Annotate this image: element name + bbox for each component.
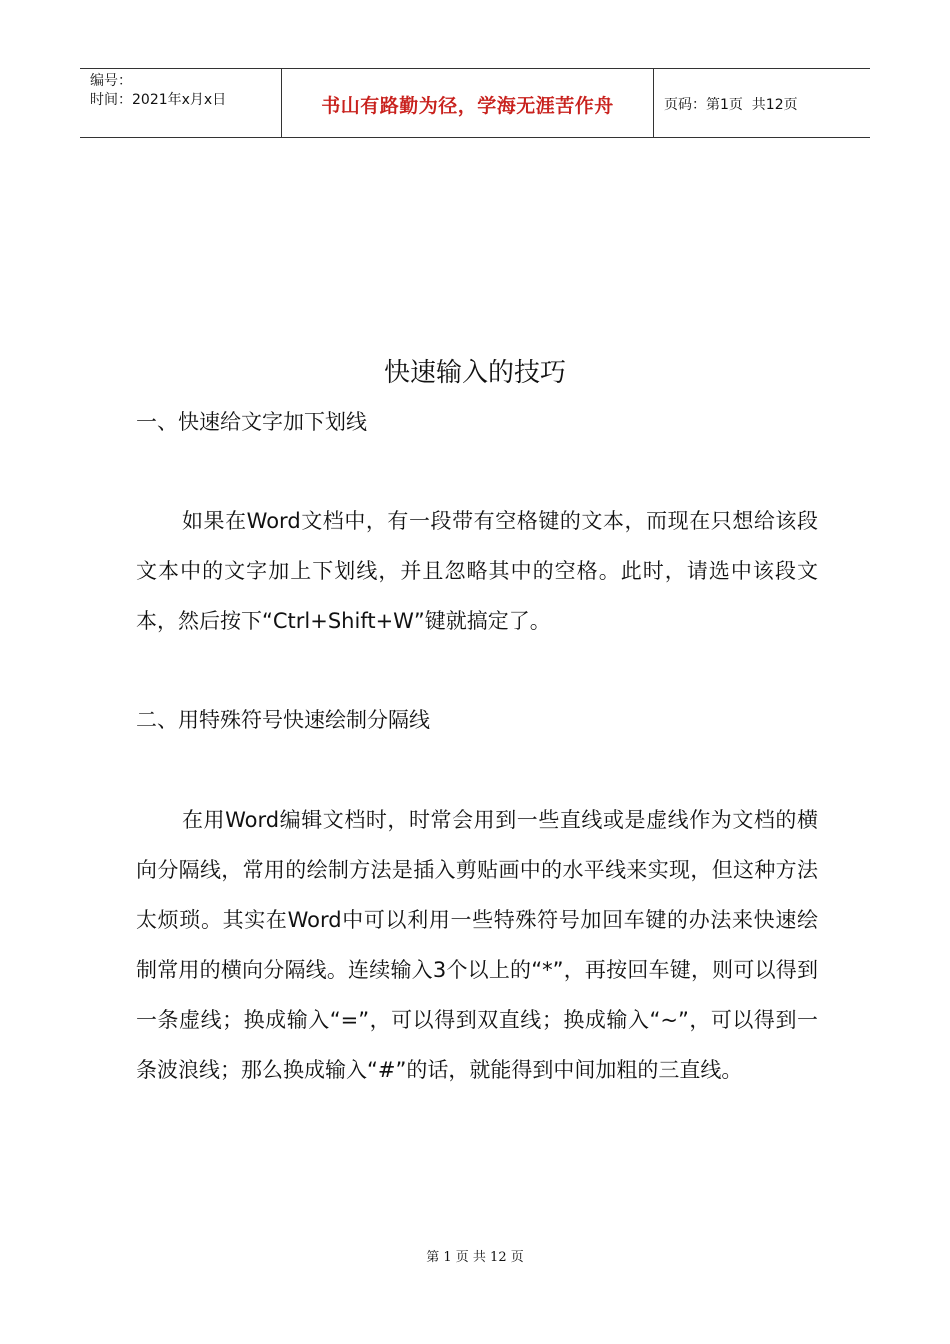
header-motto: 书山有路勤为径，学海无涯苦作舟 xyxy=(321,94,614,117)
header-page-cell xyxy=(654,69,870,137)
section-paragraph-1: 如果在Word文档中，有一段带有空格键的文本，而现在只想给该段文本中的文字加上下划线，并且忽略其中的空格。此时，请选中该段文本，然后按下“Ctrl+Shift+W”键就搞定了。 xyxy=(136,509,818,633)
header-page-info: 页码：第1页 共12页 xyxy=(664,97,798,113)
section-paragraph-2: 在用Word编辑文档时，时常会用到一些直线或是虚线作为文档的横向分隔线，常用的绘制方法是插入剪贴画中的水平线来实现，但这种方法太烦琐。其实在Word中可以利用一些特殊符号加回车键的办法来快速绘制常用的横向分隔线。连续输入3个以上的“*”，再按回车键，则可以得到一条虚线；换成输入“=”，可以得到双直线；换成输入“~”，可以得到一条波浪线；那么换成输入“#”的话，就能得到中间加粗的三直线。 xyxy=(136,808,818,1082)
section-heading-2: 二、用特殊符号快速绘制分隔线 xyxy=(136,708,430,732)
page-footer: 第 1 页 共 12 页 xyxy=(426,1250,524,1265)
document-number-label: 编号： xyxy=(90,73,132,89)
header-motto-cell xyxy=(282,69,654,137)
section-heading-1: 一、快速给文字加下划线 xyxy=(136,410,367,434)
header-meta-cell xyxy=(80,69,282,137)
document-title: 快速输入的技巧 xyxy=(383,358,566,388)
document-header xyxy=(80,68,870,138)
document-time-label: 时间：2021年x月x日 xyxy=(90,92,227,108)
